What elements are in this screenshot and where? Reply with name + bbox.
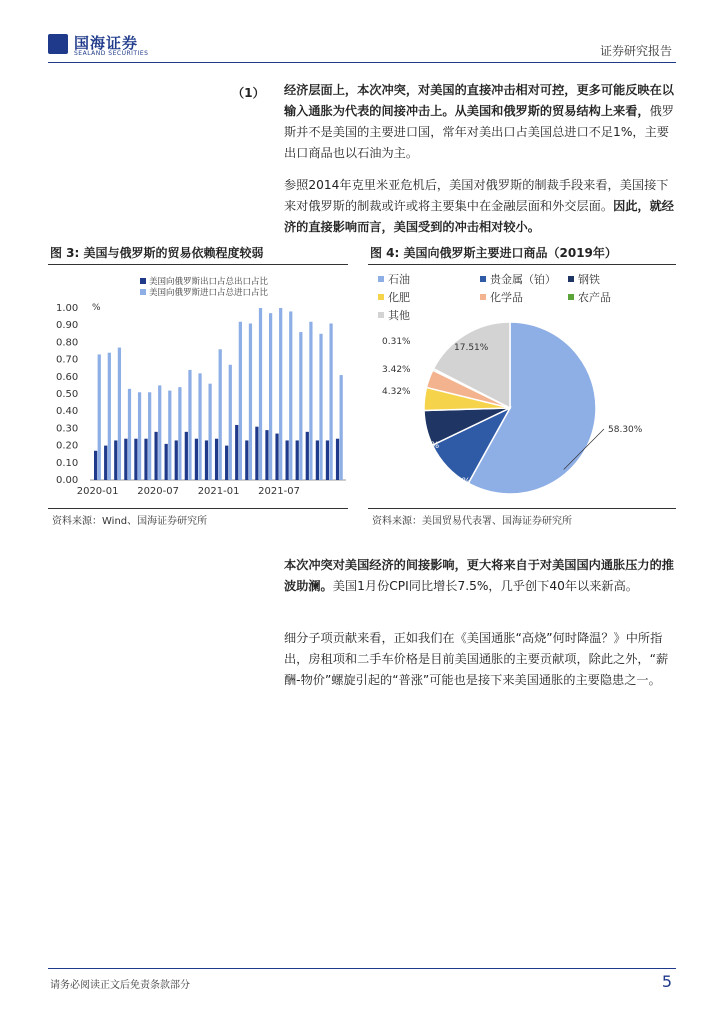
bar-import-7: [158, 385, 161, 480]
bar-export-4: [124, 439, 127, 480]
section-number: （1）: [232, 86, 265, 100]
paragraph-1: [284, 80, 674, 164]
figure3-title: 图 3: 美国与俄罗斯的贸易依赖程度较弱: [50, 246, 264, 260]
bar-export-2: [104, 446, 107, 480]
bar-export-24: [326, 440, 329, 480]
paragraph-2-rest: 参照2014年克里米亚危机后，美国对俄罗斯的制裁手段来看，美国接下来对俄罗斯的制裁或许或将主要集中在金融层面和外交层面。: [284, 178, 669, 213]
y-tick-label: 0.30: [56, 423, 79, 435]
y-tick-label: 0.10: [56, 457, 79, 469]
paragraph-3: [284, 555, 674, 597]
y-tick-label: 0.50: [56, 389, 79, 400]
bar-import-8: [168, 391, 171, 480]
pie-legend-swatch-4: [378, 294, 384, 300]
pie-legend-swatch-6: [568, 294, 574, 300]
bar-export-23: [316, 440, 319, 480]
bar-import-18: [269, 313, 272, 480]
bar-export-19: [275, 434, 278, 480]
bar-import-11: [198, 373, 201, 480]
paragraph-1-rest: 俄罗斯并不是美国的主要进口国，常年对美出口占美国总进口不足1%，主要出口商品也以石油为主。: [284, 104, 674, 160]
bar-import-22: [309, 322, 312, 480]
bar-import-5: [138, 392, 141, 480]
bar-import-10: [188, 370, 191, 480]
bar-chart-legend: [140, 276, 269, 298]
bar-import-17: [259, 308, 262, 480]
pie-legend-label-7: 其他: [388, 309, 410, 322]
bar-import-23: [319, 334, 322, 480]
x-tick-label: 2020-07: [137, 486, 180, 497]
bar-import-9: [178, 387, 181, 480]
bar-export-11: [195, 439, 198, 480]
paragraph-2: [284, 175, 674, 238]
pie-legend-label-5: 化学品: [490, 291, 523, 304]
y-tick-label: 0.20: [56, 440, 79, 452]
pie-label-4: 4.32%: [382, 387, 411, 397]
bar-import-6: [148, 392, 151, 480]
bar-export-12: [205, 440, 208, 480]
bar-import-14: [229, 365, 232, 480]
x-tick-label: 2020-01: [76, 486, 119, 497]
bar-import-21: [299, 332, 302, 480]
footer-disclaimer: 请务必阅读正文后免责条款部分: [50, 980, 190, 991]
bar-import-13: [219, 349, 222, 480]
pie-legend-swatch-3: [568, 276, 574, 282]
bar-export-21: [296, 440, 299, 480]
legend-swatch-2: [140, 289, 146, 295]
figure4-bottom-rule: [368, 508, 676, 509]
pie-legend-swatch-1: [378, 276, 384, 282]
pie-label-3: 8%: [424, 441, 440, 451]
figure3-title-rule: [48, 264, 348, 265]
figure4-title-rule: [368, 264, 676, 265]
footer-divider: [48, 968, 676, 969]
pie-label-1: 58.30%: [608, 425, 643, 435]
bar-import-20: [289, 311, 292, 480]
bar-export-5: [134, 439, 137, 480]
pie-legend-swatch-5: [480, 294, 486, 300]
pie-label-5: 3.42%: [382, 365, 411, 375]
bar-export-18: [265, 430, 268, 480]
report-type: 证券研究报告: [599, 44, 672, 58]
pie-label-7: 17.51%: [454, 343, 489, 353]
bar-import-4: [128, 389, 131, 480]
pie-legend-label-4: 化肥: [388, 291, 410, 304]
legend-label-2: 美国向俄罗斯进口占总进口占比: [149, 288, 269, 298]
figure4-title: 图 4: 美国向俄罗斯主要进口商品（2019年）: [370, 246, 617, 260]
bar-export-3: [114, 440, 117, 480]
page-number: 5: [661, 972, 672, 991]
y-unit-label: %: [92, 303, 101, 313]
logo-text: 国海证券: [74, 34, 139, 52]
legend-label-1: 美国向俄罗斯出口占总出口占比: [149, 277, 269, 287]
bar-export-16: [245, 440, 248, 480]
logo-subtext: SEALAND SECURITIES: [74, 50, 149, 57]
bar-export-22: [306, 432, 309, 480]
figure3-source: 资料来源：Wind、国海证券研究所: [52, 516, 208, 527]
bar-export-7: [154, 432, 157, 480]
y-tick-label: 0.70: [56, 354, 79, 366]
paragraph-4: 细分子项贡献来看，正如我们在《美国通胀“高烧”何时降温？》中所指出，房租项和二手车价格是目前美国通胀的主要贡献项，除此之外，“薪酬-物价”螺旋引起的“普涨”可能也是接下来美国通胀的主要隐患之一。: [284, 631, 669, 687]
y-tick-label: 0.60: [56, 371, 79, 383]
paragraph-1-bold: 经济层面上，本次冲突，对美国的直接冲击相对可控，更多可能反映在以输入通胀为代表的间接冲击上。从美国和俄罗斯的贸易结构上来看，: [284, 83, 674, 118]
bar-import-15: [239, 322, 242, 480]
pie-legend-label-1: 石油: [388, 273, 410, 286]
bar-export-15: [235, 425, 238, 480]
bar-chart: [48, 268, 348, 508]
y-tick-label: 0.90: [56, 320, 79, 332]
y-tick-label: 0.80: [56, 337, 79, 349]
x-tick-label: 2021-01: [197, 486, 240, 497]
pie-legend-swatch-2: [480, 276, 486, 282]
pie-chart-legend: [378, 272, 611, 322]
paragraph-3-bold: 本次冲突对美国经济的间接影响，更大将来自于对美国国内通胀压力的推波助澜。: [284, 558, 674, 593]
bar-export-25: [336, 439, 339, 480]
pie-chart: [368, 268, 676, 508]
legend-swatch-1: [140, 278, 146, 284]
pie-label-2: 9.87%: [441, 477, 471, 487]
bar-export-1: [94, 451, 97, 480]
paragraph-2-bold: 因此，就经济的直接影响而言，美国受到的冲击相对较小。: [284, 199, 674, 234]
y-tick-label: 0.00: [56, 475, 79, 486]
pie-legend-label-3: 钢铁: [578, 273, 600, 286]
bar-export-20: [286, 440, 289, 480]
bar-export-13: [215, 439, 218, 480]
y-tick-label: 0.40: [56, 406, 79, 418]
pie-legend-label-6: 农产品: [578, 291, 611, 304]
bar-import-24: [329, 323, 332, 480]
pie-label-6: 0.31%: [382, 337, 411, 347]
figure3-bottom-rule: [48, 508, 348, 509]
y-tick-label: 1.00: [56, 303, 79, 314]
bar-import-3: [118, 348, 121, 480]
bar-import-2: [108, 353, 111, 480]
bar-export-14: [225, 446, 228, 480]
bar-import-19: [279, 308, 282, 480]
bar-import-12: [209, 384, 212, 480]
pie-legend-swatch-7: [378, 312, 384, 318]
bar-export-17: [255, 427, 258, 480]
bar-import-1: [98, 354, 101, 480]
bar-export-8: [165, 444, 168, 480]
bar-import-25: [340, 375, 343, 480]
x-tick-label: 2021-07: [258, 486, 300, 497]
header-divider: [48, 62, 676, 63]
pie-legend-label-2: 贵金属（铂）: [490, 273, 556, 286]
figure4-source: 资料来源：美国贸易代表署、国海证券研究所: [372, 516, 572, 527]
bar-export-10: [185, 432, 188, 480]
logo-icon: [48, 34, 68, 54]
bar-import-16: [249, 323, 252, 480]
bar-export-6: [144, 439, 147, 480]
bar-export-9: [175, 440, 178, 480]
paragraph-3-rest: 美国1月份CPI同比增长7.5%，几乎创下40年以来新高。: [332, 579, 638, 593]
